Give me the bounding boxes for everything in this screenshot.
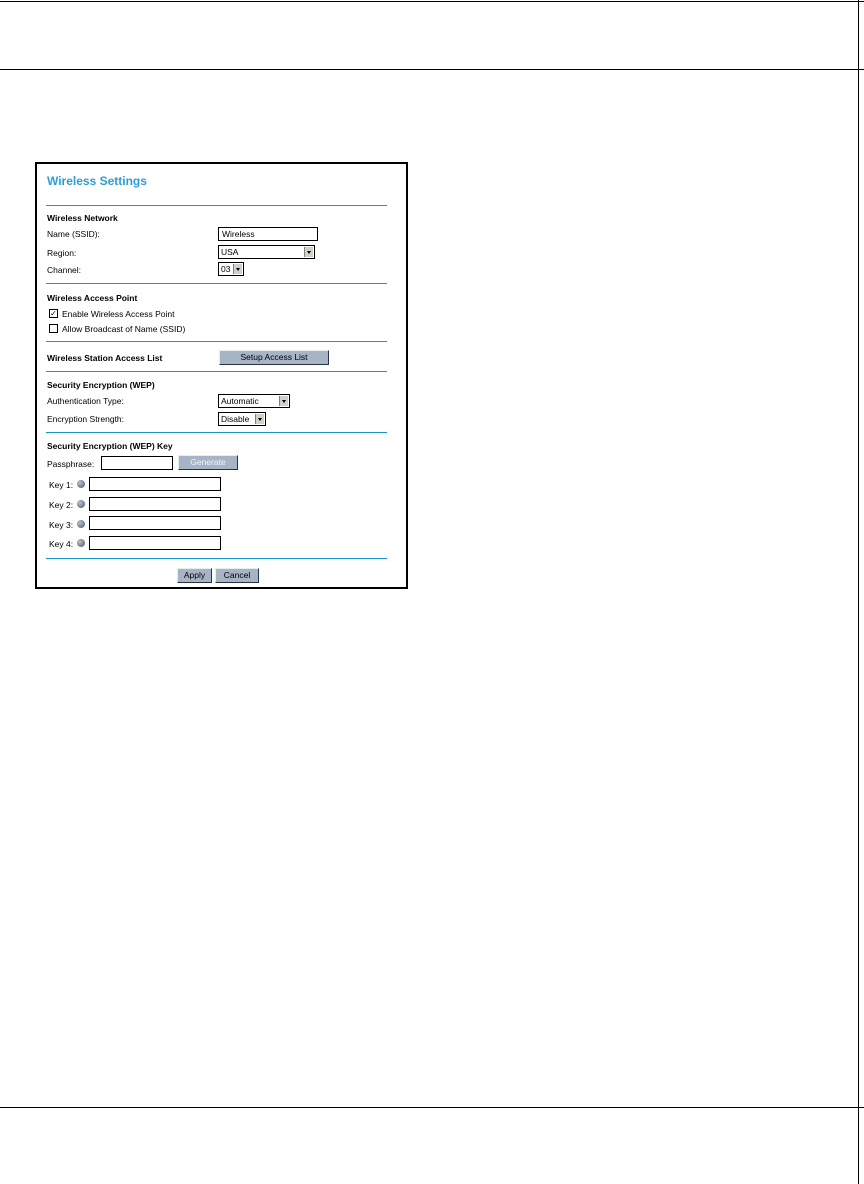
key-3-label: Key 3: (49, 520, 74, 530)
key-1-input[interactable] (89, 477, 221, 491)
passphrase-label: Passphrase: (47, 459, 95, 469)
wep-key-heading: Security Encryption (WEP) Key (47, 441, 173, 451)
enable-ap-label: Enable Wireless Access Point (62, 309, 175, 319)
chevron-down-icon (279, 396, 288, 406)
key-1-radio[interactable] (77, 480, 85, 488)
wireless-network-heading: Wireless Network (47, 213, 118, 223)
passphrase-input[interactable] (101, 456, 173, 470)
separator (46, 432, 387, 433)
encryption-strength-select[interactable] (218, 412, 266, 426)
auth-type-label: Authentication Type: (47, 396, 124, 406)
generate-button[interactable]: Generate (178, 455, 238, 470)
right-margin-line (858, 0, 859, 1184)
key-3-radio[interactable] (77, 520, 85, 528)
panel-title: Wireless Settings (47, 174, 147, 188)
separator (46, 341, 387, 342)
encryption-strength-label: Encryption Strength: (47, 414, 125, 424)
auth-type-select[interactable] (218, 394, 290, 408)
wep-heading: Security Encryption (WEP) (47, 380, 155, 390)
separator (46, 283, 387, 284)
broadcast-ssid-label: Allow Broadcast of Name (SSID) (62, 324, 186, 334)
chevron-down-icon (233, 264, 242, 274)
encryption-strength-selected-value: Disable (221, 414, 250, 424)
key-2-label: Key 2: (49, 500, 74, 510)
key-3-input[interactable] (89, 516, 221, 530)
cancel-button[interactable]: Cancel (215, 568, 259, 583)
separator (46, 371, 387, 372)
region-select[interactable] (218, 245, 315, 259)
channel-label: Channel: (47, 265, 82, 275)
chevron-down-icon (304, 247, 313, 257)
key-2-radio[interactable] (77, 500, 85, 508)
apply-button[interactable]: Apply (177, 568, 212, 583)
wireless-settings-panel (35, 162, 408, 589)
separator (46, 205, 387, 206)
key-4-label: Key 4: (49, 539, 74, 549)
separator (46, 558, 387, 559)
region-label: Region: (47, 248, 77, 258)
channel-select[interactable] (218, 262, 244, 276)
region-selected-value: USA (221, 247, 239, 257)
ssid-label: Name (SSID): (47, 229, 100, 239)
key-2-input[interactable] (89, 497, 221, 511)
key-1-label: Key 1: (49, 480, 74, 490)
key-4-radio[interactable] (77, 539, 85, 547)
broadcast-ssid-checkbox[interactable] (49, 324, 58, 333)
setup-access-list-button[interactable]: Setup Access List (219, 350, 329, 365)
ssid-input[interactable]: Wireless (218, 227, 318, 241)
header-rule (0, 69, 864, 70)
top-border (0, 1, 864, 2)
footer-rule (0, 1107, 864, 1108)
enable-ap-checkbox[interactable]: ✓ (50, 309, 57, 318)
station-list-heading: Wireless Station Access List (47, 353, 163, 363)
access-point-heading: Wireless Access Point (47, 293, 138, 303)
auth-type-selected-value: Automatic (221, 396, 259, 406)
chevron-down-icon (255, 414, 264, 424)
key-4-input[interactable] (89, 536, 221, 550)
channel-selected-value: 03 (221, 264, 231, 274)
